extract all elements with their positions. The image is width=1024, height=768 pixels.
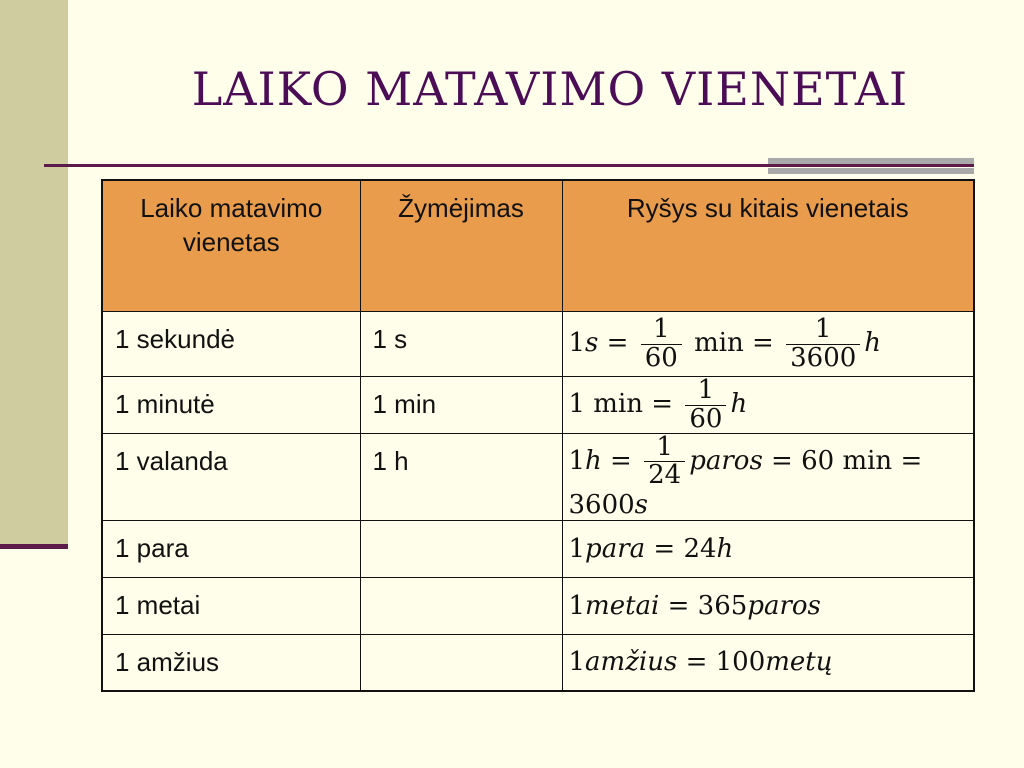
fraction: $\frac{1}{3600}$: [786, 316, 860, 372]
cell-relation-formula: 1s = $\frac{1}{60}$ min = $\frac{1}{3600}$ h: [562, 312, 974, 377]
header-relation: Ryšys su kitais vienetais: [562, 180, 974, 312]
cell-unit: 1 sekundė: [102, 312, 360, 377]
fraction: $\frac{1}{60}$: [685, 377, 726, 433]
fraction: $\frac{1}{60}$: [641, 316, 682, 372]
table-row: [102, 377, 974, 434]
cell-symbol: 1 h: [360, 434, 562, 521]
cell-symbol: 1 min: [360, 377, 562, 434]
time-units-table: [101, 179, 975, 692]
cell-unit: 1 minutė: [102, 377, 360, 434]
cell-relation-formula: 1 min = $\frac{1}{60}$ h: [562, 377, 974, 434]
title-rule-shadow-bottom: [768, 168, 974, 174]
cell-symbol: [360, 577, 562, 634]
cell-relation-formula: 1h = $\frac{1}{24}$ paros = 60 min = 3600s: [562, 434, 974, 521]
cell-relation-formula: 1para = 24h: [562, 520, 974, 577]
table-header-row: [102, 180, 974, 312]
cell-unit: 1 metai: [102, 577, 360, 634]
side-decoration-bar: [0, 0, 68, 548]
cell-relation-formula: 1amžius = 100metų: [562, 634, 974, 691]
title-rule: [44, 164, 974, 167]
header-symbol: Žymėjimas: [360, 180, 562, 312]
cell-unit: 1 amžius: [102, 634, 360, 691]
header-unit: Laiko matavimo vienetas: [102, 180, 360, 312]
cell-symbol: 1 s: [360, 312, 562, 377]
cell-relation-formula: 1metai = 365paros: [562, 577, 974, 634]
table-row: [102, 634, 974, 691]
table-row: [102, 312, 974, 377]
cell-unit: 1 para: [102, 520, 360, 577]
table-row: [102, 434, 974, 521]
slide-title: LAIKO MATAVIMO VIENETAI: [191, 62, 909, 116]
cell-symbol: [360, 520, 562, 577]
cell-unit: 1 valanda: [102, 434, 360, 521]
cell-symbol: [360, 634, 562, 691]
fraction: $\frac{1}{24}$: [644, 434, 685, 490]
side-decoration-line: [0, 544, 68, 549]
table-row: [102, 520, 974, 577]
table-row: [102, 577, 974, 634]
